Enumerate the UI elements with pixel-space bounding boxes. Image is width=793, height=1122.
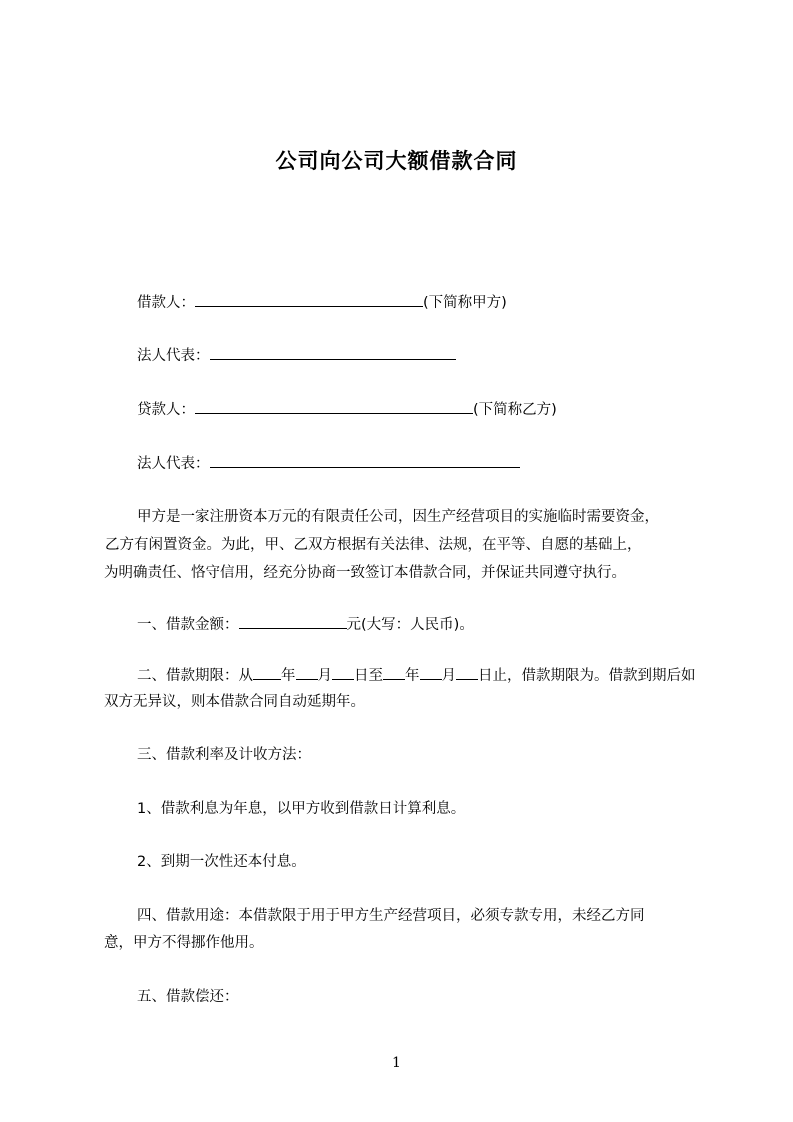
clause-4-line-2: 意，甲方不得挪作他用。 (104, 935, 264, 951)
clause-2-text-year-2: 年 (405, 668, 420, 684)
clause-3-item-2: 2、到期一次性还本付息。 (137, 854, 306, 870)
clause-2-text-from: 二、借款期限：从 (137, 668, 253, 684)
lender-blank (195, 399, 473, 414)
lender-label: 贷款人： (137, 402, 195, 418)
clause-2-text-month: 月 (317, 668, 332, 684)
borrower-rep-line (137, 345, 456, 366)
clause-3-heading: 三、借款利率及计收方法： (137, 747, 311, 763)
clause-2-text-year: 年 (281, 668, 296, 684)
end-year-blank (383, 665, 405, 680)
start-day-blank (332, 665, 354, 680)
preamble-line-1: 甲方是一家注册资本万元的有限责任公司，因生产经营项目的实施临时需要资金， (137, 509, 659, 525)
lender-suffix: (下简称乙方) (473, 402, 557, 418)
clause-3-item-1: 1、借款利息为年息，以甲方收到借款日计算利息。 (137, 801, 466, 817)
end-month-blank (420, 665, 442, 680)
lender-rep-line (137, 453, 520, 474)
clause-1 (137, 614, 474, 635)
borrower-suffix: (下简称甲方) (423, 295, 507, 311)
end-day-blank (456, 665, 478, 680)
clause-5-heading: 五、借款偿还： (137, 989, 239, 1005)
start-month-blank (296, 665, 318, 680)
amount-blank (239, 614, 347, 629)
lender-rep-label: 法人代表： (137, 456, 210, 472)
preamble-line-3: 为明确责任、恪守信用，经充分协商一致签订本借款合同，并保证共同遵守执行。 (104, 565, 626, 581)
clause-1-label: 一、借款金额： (137, 617, 239, 633)
page-number: 1 (392, 1055, 401, 1071)
borrower-blank (195, 292, 423, 307)
clause-2-text-month-2: 月 (441, 668, 456, 684)
start-year-blank (253, 665, 281, 680)
preamble-line-2: 乙方有闲置资金。为此，甲、乙双方根据有关法律、法规，在平等、自愿的基础上， (105, 537, 642, 553)
document-title: 公司向公司大额借款合同 (275, 149, 518, 173)
clause-2-text-to: 日至 (354, 668, 383, 684)
lender-line (137, 399, 557, 420)
borrower-rep-label: 法人代表： (137, 348, 210, 364)
borrower-line (137, 292, 507, 313)
clause-2-line-2: 双方无异议，则本借款合同自动延期年。 (104, 694, 365, 710)
clause-1-suffix: 元(大写：人民币)。 (346, 617, 474, 633)
lender-rep-blank (210, 453, 520, 468)
clause-2-line-1 (137, 665, 696, 686)
clause-2-text-end: 日止，借款期限为。借款到期后如 (478, 668, 696, 684)
borrower-label: 借款人： (137, 295, 195, 311)
borrower-rep-blank (210, 345, 456, 360)
clause-4-line-1: 四、借款用途：本借款限于用于甲方生产经营项目，必须专款专用，未经乙方同 (137, 908, 645, 924)
